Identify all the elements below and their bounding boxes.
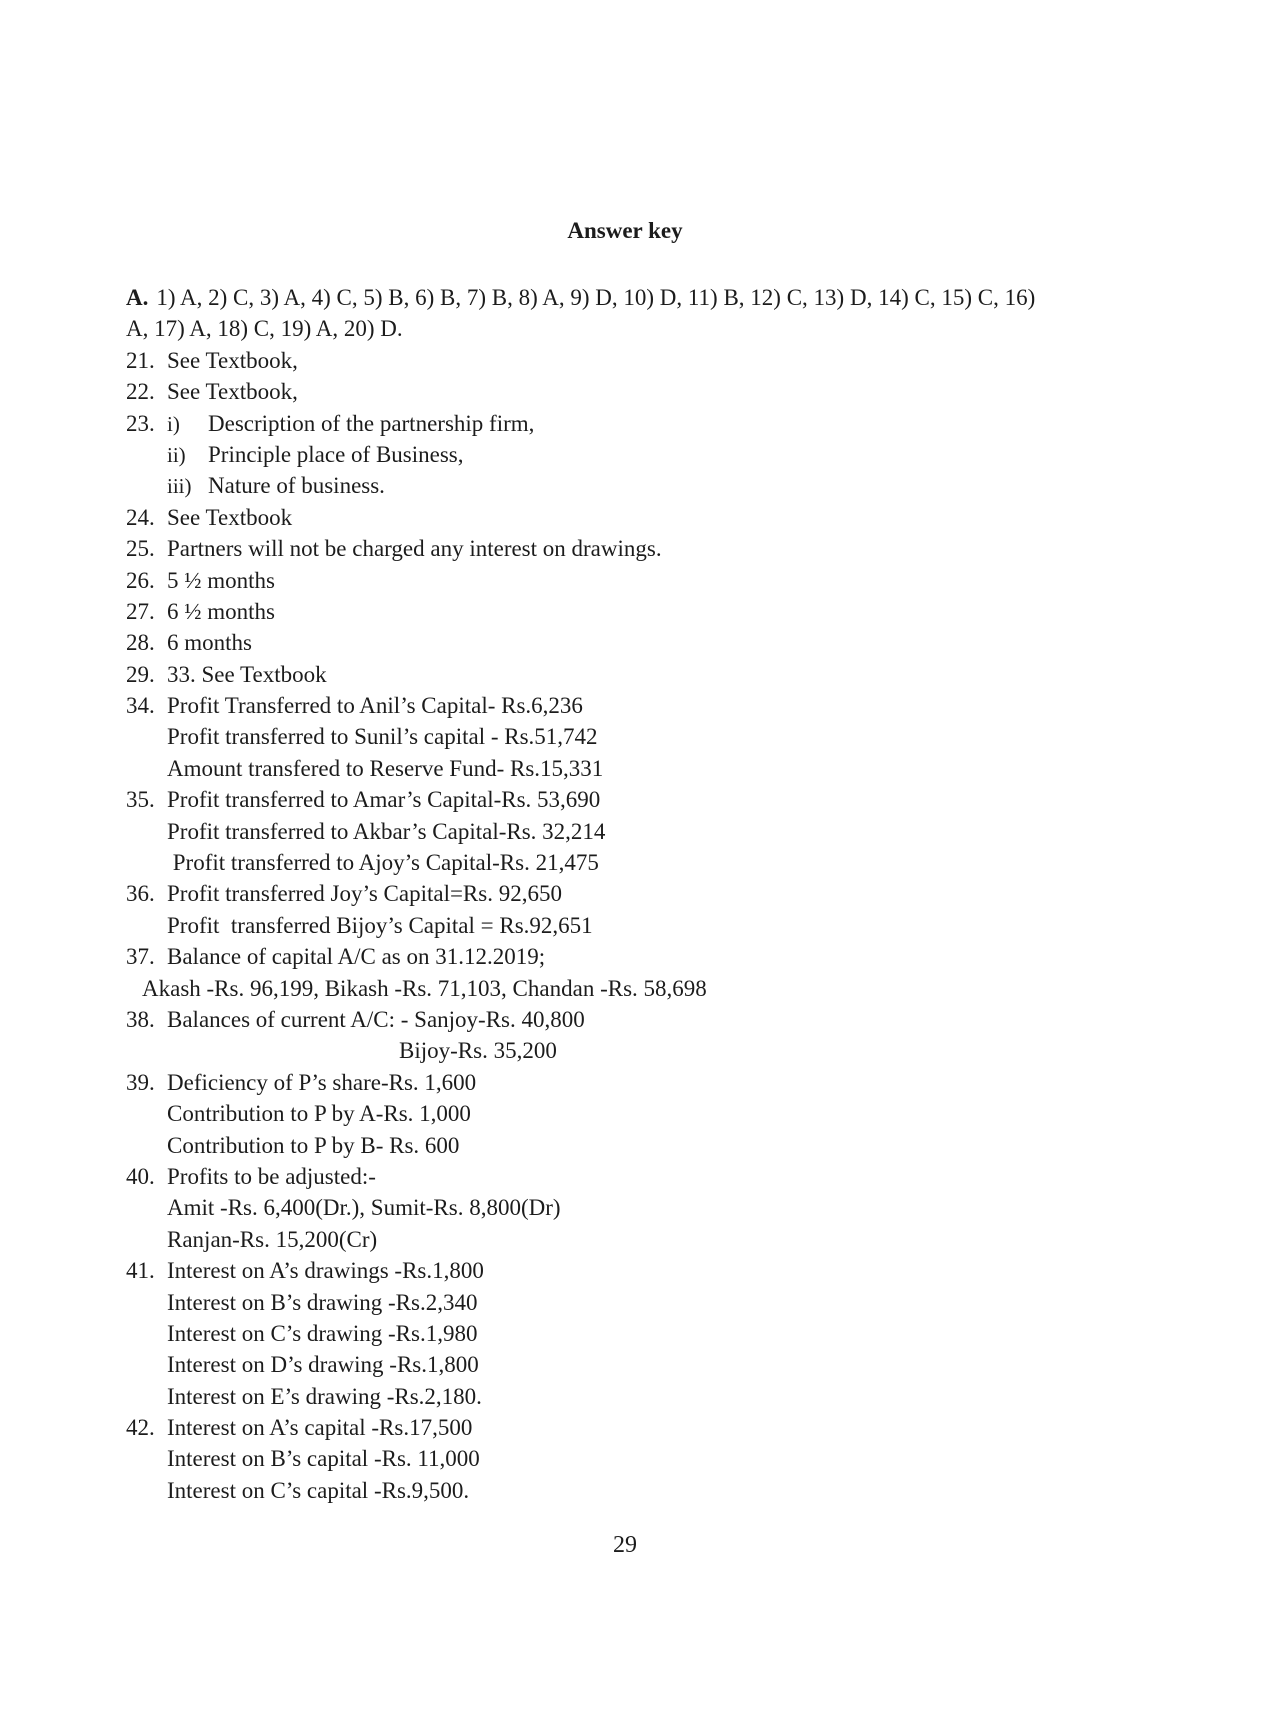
answer-line (126, 1318, 1136, 1349)
answer-text: Profit transferred Bijoy’s Capital = Rs.92,651 (167, 912, 593, 938)
answer-number: 21. (126, 347, 155, 373)
answer-text: Interest on C’s capital -Rs.9,500. (167, 1477, 470, 1503)
answer-line (142, 973, 1136, 1004)
answer-text: Profit transferred Joy’s Capital=Rs. 92,650 (167, 881, 562, 907)
answer-number: 28. (126, 630, 155, 656)
answer-number: 27. (126, 598, 155, 624)
answer-line (126, 721, 1136, 752)
answer-line (126, 753, 1136, 784)
answer-line (126, 502, 1136, 533)
answer-line (126, 1161, 1136, 1192)
answer-number: 34. (126, 693, 155, 719)
answer-line (126, 784, 1136, 815)
section-a-label: A. (126, 285, 149, 310)
answer-text: Interest on C’s drawing -Rs.1,980 (167, 1320, 478, 1346)
answer-line (126, 1381, 1136, 1412)
answer-text: Nature of business. (208, 473, 385, 499)
answer-line (126, 1475, 1136, 1506)
answer-number: 25. (126, 536, 155, 562)
answer-line (126, 439, 1136, 470)
answer-line (126, 1035, 1136, 1066)
answer-text: Contribution to P by B- Rs. 600 (167, 1132, 460, 1158)
answer-number: 42. (126, 1415, 155, 1441)
answer-line (126, 533, 1136, 564)
answer-number: 37. (126, 944, 155, 970)
answer-text: Bijoy-Rs. 35,200 (399, 1038, 557, 1064)
answer-number: 22. (126, 379, 155, 405)
answer-text: Profit transferred to Sunil’s capital - Rs.51,742 (167, 724, 598, 750)
answer-line (126, 627, 1136, 658)
answer-text: Profit transferred to Ajoy’s Capital-Rs. 21,475 (167, 850, 599, 876)
answer-text: Akash -Rs. 96,199, Bikash -Rs. 71,103, Chandan -Rs. 58,698 (142, 975, 707, 1001)
answer-line (126, 1287, 1136, 1318)
answer-number: 40. (126, 1163, 155, 1189)
answer-text: Profit transferred to Akbar’s Capital-Rs. 32,214 (167, 818, 606, 844)
answer-number: 24. (126, 504, 155, 530)
answer-line (126, 596, 1136, 627)
sub-item-marker: i) (167, 411, 180, 436)
answer-line (126, 1192, 1136, 1223)
answer-line (126, 1224, 1136, 1255)
answer-text: Profit transferred to Amar’s Capital-Rs. 53,690 (167, 787, 601, 813)
answer-line (126, 1098, 1136, 1129)
answer-text: Interest on A’s capital -Rs.17,500 (167, 1415, 473, 1441)
answer-line (126, 1412, 1136, 1443)
answer-line (126, 470, 1136, 501)
page-number: 29 (613, 1532, 637, 1558)
answer-number: 26. (126, 567, 155, 593)
page-title: Answer key (567, 218, 683, 243)
answer-text: Profits to be adjusted:- (167, 1163, 376, 1189)
answer-text: Deficiency of P’s share-Rs. 1,600 (167, 1069, 477, 1095)
answer-text: Description of the partnership firm, (208, 410, 535, 436)
answer-line (126, 941, 1136, 972)
answer-list (126, 282, 1136, 1506)
answer-text: Amit -Rs. 6,400(Dr.), Sumit-Rs. 8,800(Dr) (167, 1195, 561, 1221)
answer-text: 6 months (167, 630, 252, 656)
answer-line (126, 1004, 1136, 1035)
answer-text: Principle place of Business, (208, 441, 464, 467)
answer-number: 36. (126, 881, 155, 907)
answer-text: 6 ½ months (167, 598, 275, 624)
answer-line (126, 1130, 1136, 1161)
answer-line (126, 690, 1136, 721)
answer-number: 41. (126, 1258, 155, 1284)
answer-text: Balance of capital A/C as on 31.12.2019; (167, 944, 546, 970)
answer-text: Contribution to P by A-Rs. 1,000 (167, 1101, 471, 1127)
answer-line (126, 345, 1136, 376)
answer-text: Balances of current A/C: - Sanjoy-Rs. 40,800 (167, 1007, 585, 1032)
answer-text: Amount transfered to Reserve Fund- Rs.15,331 (167, 755, 604, 781)
answer-line (126, 816, 1136, 847)
section-a-answers-line2: A, 17) A, 18) C, 19) A, 20) D. (126, 316, 403, 342)
answer-text: Profit Transferred to Anil’s Capital- Rs.6,236 (167, 693, 583, 719)
answer-text: See Textbook, (167, 347, 298, 373)
answer-number: 29. (126, 661, 155, 687)
answer-line (126, 1443, 1136, 1474)
answer-text: See Textbook (167, 504, 293, 530)
answer-line (126, 910, 1136, 941)
answer-text: Interest on B’s capital -Rs. 11,000 (167, 1446, 480, 1472)
answer-line (126, 565, 1136, 596)
answer-text: Interest on D’s drawing -Rs.1,800 (167, 1352, 479, 1378)
answer-line (126, 878, 1136, 909)
answer-line (126, 1067, 1136, 1098)
answer-line (126, 1255, 1136, 1286)
answer-text: 33. See Textbook (167, 661, 327, 687)
answer-number: 38. (126, 1007, 155, 1032)
section-a-answers (126, 282, 1136, 313)
answer-text: Interest on A’s drawings -Rs.1,800 (167, 1258, 484, 1284)
answer-number: 23. (126, 410, 155, 436)
answer-line (126, 847, 1136, 878)
sub-item-marker: iii) (167, 474, 192, 499)
sub-item-marker: ii) (167, 442, 186, 467)
answer-line (126, 408, 1136, 439)
answer-line (126, 659, 1136, 690)
section-a-answers-line1: 1) A, 2) C, 3) A, 4) C, 5) B, 6) B, 7) B, 8) A, 9) D, 10) D, 11) B, 12) C, 13) D, 14) C, 15) C, 16) (156, 285, 1036, 310)
answer-text: Ranjan-Rs. 15,200(Cr) (167, 1226, 378, 1252)
answer-text: Partners will not be charged any interest on drawings. (167, 536, 662, 562)
answer-number: 39. (126, 1069, 155, 1095)
answer-line (126, 376, 1136, 407)
numbered-answers (126, 345, 1136, 1506)
answer-text: 5 ½ months (167, 567, 275, 593)
answer-text: Interest on E’s drawing -Rs.2,180. (167, 1383, 482, 1409)
answer-number: 35. (126, 787, 155, 813)
answer-text: Interest on B’s drawing -Rs.2,340 (167, 1289, 478, 1315)
answer-line (126, 1349, 1136, 1380)
answer-text: See Textbook, (167, 379, 298, 405)
